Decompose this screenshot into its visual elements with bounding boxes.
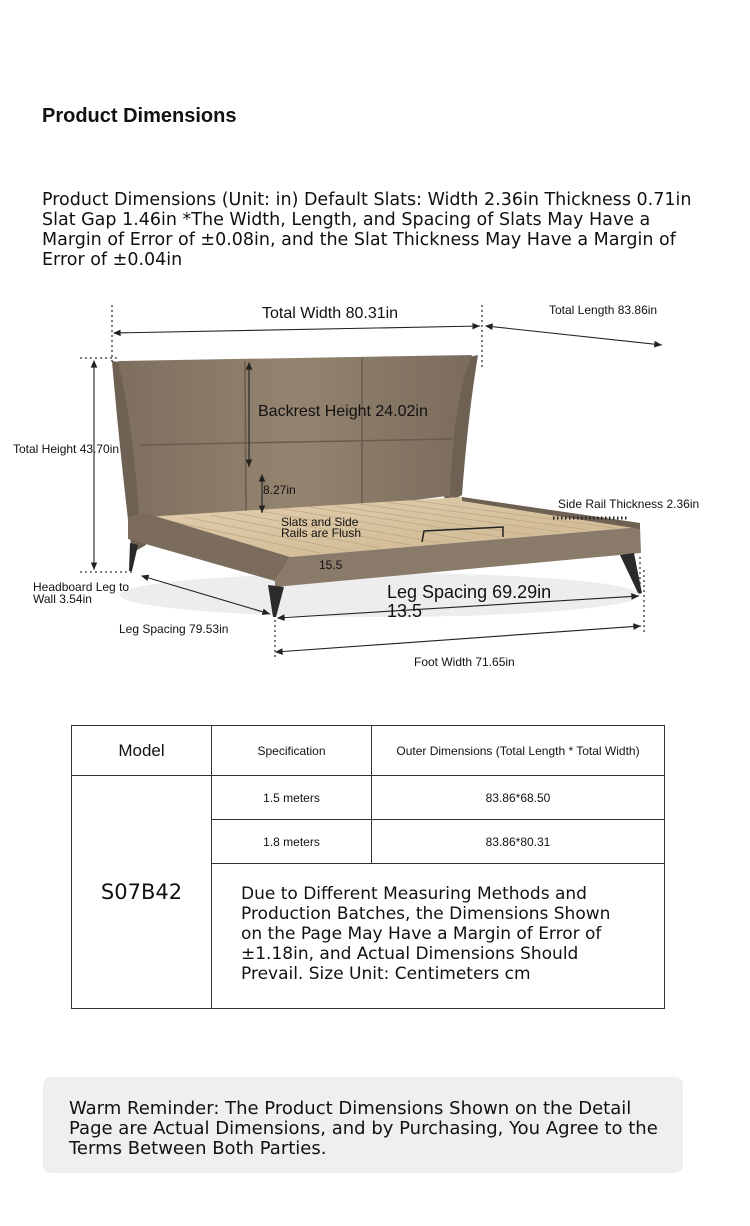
spec-value: 1.8 meters xyxy=(212,820,372,864)
total-length-label: Total Length 83.86in xyxy=(549,303,658,317)
side-leg-spacing-label: Leg Spacing 79.53in xyxy=(119,622,229,636)
total-length-arrow xyxy=(486,326,662,345)
headboard-leg-label-line2: Wall 3.54in xyxy=(33,592,92,606)
outer-dimension-value: 83.86*68.50 xyxy=(372,776,665,820)
backrest-height-label: Backrest Height 24.02in xyxy=(258,403,428,420)
leg xyxy=(620,553,642,593)
measurement-note: Due to Different Measuring Methods and Production Batches, the Dimensions Shown on the Page May Have a Margin of Error of ±1.18in, and Actual Dimensions Should Prevail. Size Unit: Centimeters cm xyxy=(212,864,665,1009)
header-model: Model xyxy=(72,726,212,776)
total-width-label: Total Width 80.31in xyxy=(262,305,399,322)
table-row xyxy=(72,776,665,820)
headboard-leg-label-line1: Headboard Leg to xyxy=(33,580,130,594)
floor-shadow xyxy=(120,573,640,617)
outer-dimension-value: 83.86*80.31 xyxy=(372,820,665,864)
side-rail-label: Side Rail Thickness 2.36in xyxy=(558,497,700,511)
headboard-seam xyxy=(245,361,246,517)
warm-reminder-box xyxy=(43,1077,683,1173)
leg-spacing-label: Leg Spacing 69.29in xyxy=(387,582,552,602)
slats-label-line1: Slats and Side xyxy=(281,515,359,529)
total-height-label: Total Height 43.70in xyxy=(13,442,120,456)
foot-width-label: Foot Width 71.65in xyxy=(414,655,515,669)
header-specification: Specification xyxy=(212,726,372,776)
spec-value: 1.5 meters xyxy=(212,776,372,820)
gap-height-label: 8.27in xyxy=(263,483,296,497)
header-outer-dimensions: Outer Dimensions (Total Length * Total Width) xyxy=(372,726,665,776)
total-width-arrow xyxy=(114,326,480,333)
slat-specification-text: Product Dimensions (Unit: in) Default Slats: Width 2.36in Thickness 0.71in Slat Gap 1.46in *The Width, Length, and Spacing of Slats May Have a Margin of Error of ±0.08in, and the Slat Thickness May Have a Margin of Error of ±0.04in xyxy=(42,190,692,270)
dimension-table xyxy=(71,725,665,1009)
leg-spacing-small-label: 13.5 xyxy=(387,601,423,621)
foot-width-arrow xyxy=(276,626,641,652)
slats-label-line2: Rails are Flush xyxy=(281,526,362,540)
page-title: Product Dimensions xyxy=(42,105,237,127)
leg xyxy=(129,543,138,571)
leg-gap-label: 15.5 xyxy=(319,558,343,572)
bed-dimension-diagram xyxy=(0,295,750,685)
model-value: S07B42 xyxy=(72,776,212,1009)
warm-reminder-text: Warm Reminder: The Product Dimensions Shown on the Detail Page are Actual Dimensions, and by Purchasing, You Agree to the Terms Between Both Parties. xyxy=(69,1098,658,1159)
